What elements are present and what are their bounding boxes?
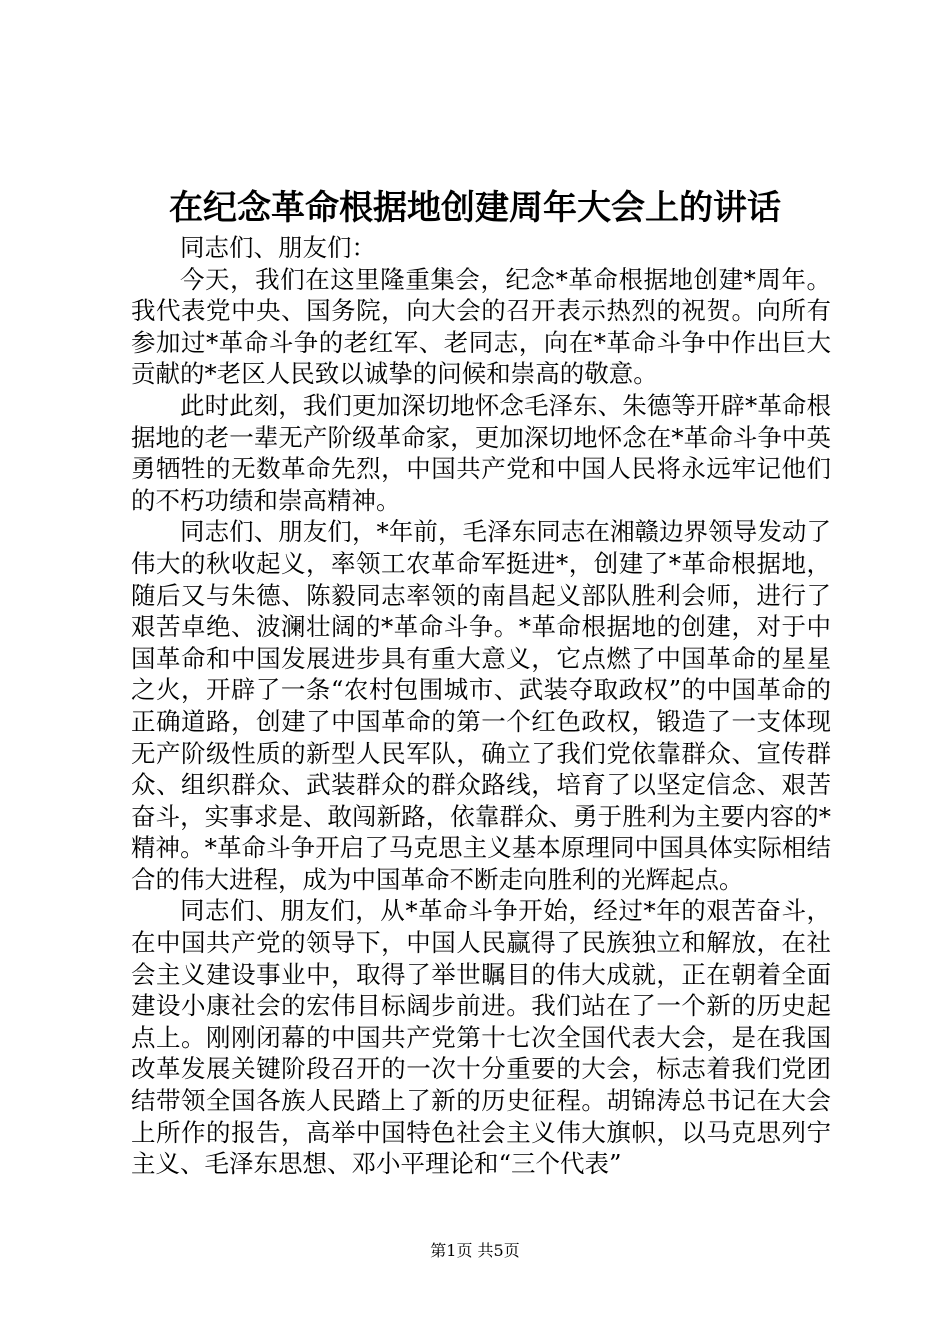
body-paragraph-1: 今天，我们在这里隆重集会，纪念*革命根据地创建*周年。我代表党中央、国务院，向大会的召开表示热烈的祝贺。向所有参加过*革命斗争的老红军、老同志，向在*革命斗争中作出巨大贡献的*老区人民致以诚挚的问候和崇高的敬意。: [131, 264, 831, 389]
body-paragraph-4: 同志们、朋友们，从*革命斗争开始，经过*年的艰苦奋斗，在中国共产党的领导下，中国人民赢得了民族独立和解放，在社会主义建设事业中，取得了举世瞩目的伟大成就，正在朝着全面建设小康社会的宏伟目标阔步前进。我们站在了一个新的历史起点上。刚刚闭幕的中国共产党第十七次全国代表大会，是在我国改革发展关键阶段召开的一次十分重要的大会，标志着我们党团结带领全国各族人民踏上了新的历史征程。胡锦涛总书记在大会上所作的报告，高举中国特色社会主义伟大旗帜，以马克思列宁主义、毛泽东思想、邓小平理论和“三个代表”: [131, 896, 831, 1179]
body-paragraph-2: 此时此刻，我们更加深切地怀念毛泽东、朱德等开辟*革命根据地的老一辈无产阶级革命家，更加深切地怀念在*革命斗争中英勇牺牲的无数革命先烈，中国共产党和中国人民将永远牢记他们的不朽功绩和崇高精神。: [131, 390, 831, 515]
greeting-paragraph: 同志们、朋友们：: [180, 233, 376, 262]
document-body: [131, 232, 831, 1180]
document-title: 在纪念革命根据地创建周年大会上的讲话: [169, 188, 781, 228]
page-number-footer: 第1页 共5页: [430, 1241, 520, 1260]
body-paragraph-3: 同志们、朋友们，*年前，毛泽东同志在湘赣边界领导发动了伟大的秋收起义，率领工农革命军挺进*，创建了*革命根据地，随后又与朱德、陈毅同志率领的南昌起义部队胜利会师，进行了艰苦卓绝、波澜壮阔的*革命斗争。*革命根据地的创建，对于中国革命和中国发展进步具有重大意义，它点燃了中国革命的星星之火，开辟了一条“农村包围城市、武装夺取政权”的中国革命的正确道路，创建了中国革命的第一个红色政权，锻造了一支体现无产阶级性质的新型人民军队，确立了我们党依靠群众、宣传群众、组织群众、武装群众的群众路线，培育了以坚定信念、艰苦奋斗，实事求是、敢闯新路，依靠群众、勇于胜利为主要内容的*精神。*革命斗争开启了马克思主义基本原理同中国具体实际相结合的伟大进程，成为中国革命不断走向胜利的光辉起点。: [131, 517, 831, 894]
